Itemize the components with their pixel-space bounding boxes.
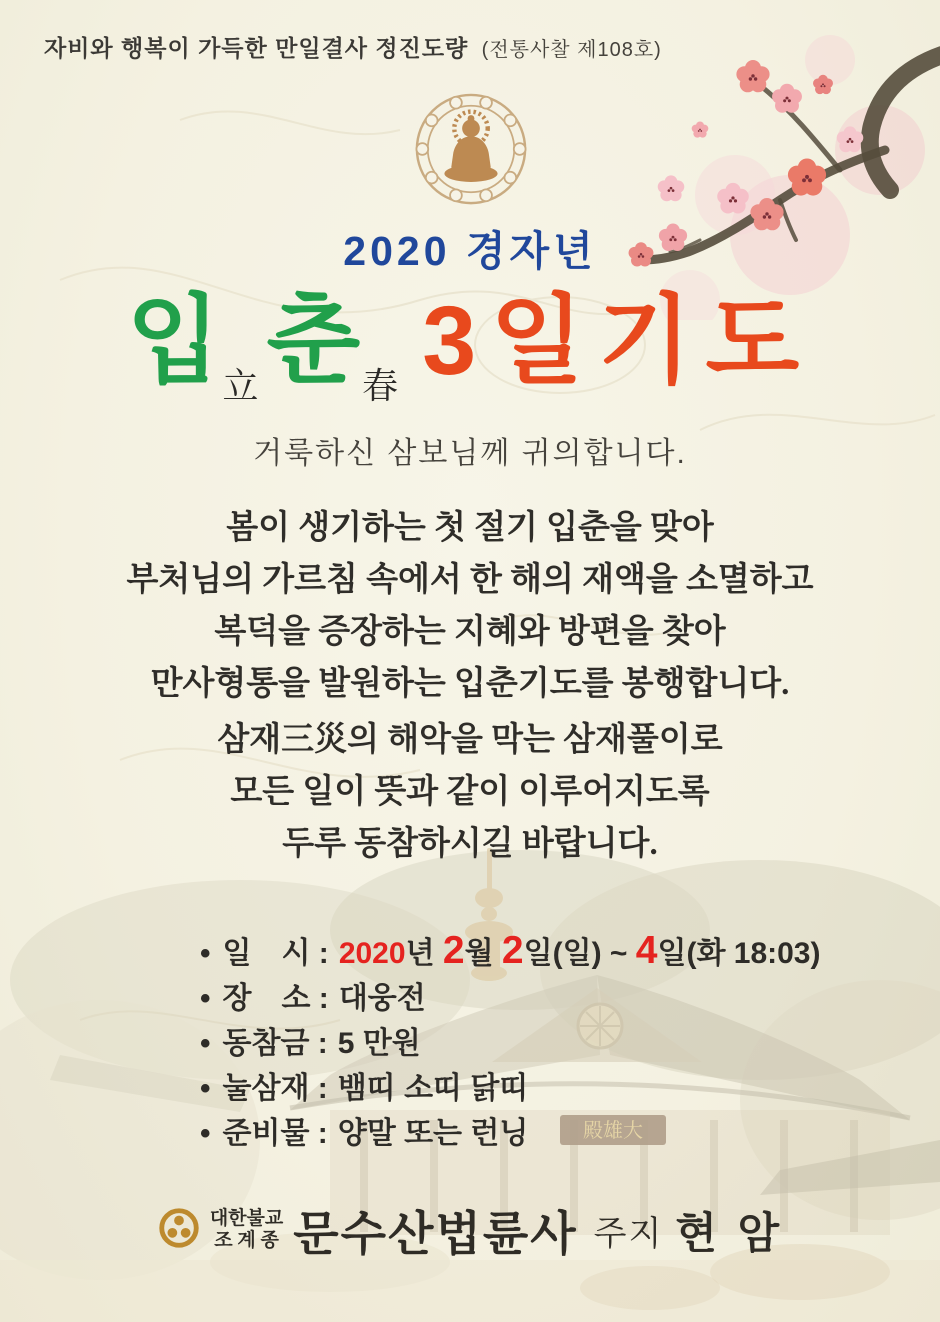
date-month-red: 2 <box>442 929 465 972</box>
date-text: 월 <box>464 937 502 970</box>
greeting-line: 거룩하신 삼보님께 귀의합니다. <box>253 437 687 470</box>
title-hanja-chun: 春 <box>362 366 399 406</box>
abbot-name: 현 암 <box>675 1210 785 1258</box>
abbot-role: 주지 <box>593 1214 664 1253</box>
date-endday-red: 4 <box>635 929 658 972</box>
bullet-icon: • <box>200 1027 211 1060</box>
page-title <box>0 262 940 406</box>
paragraph-line: 복덕을 증장하는 지혜와 방편을 찾아 <box>214 614 726 650</box>
detail-value-datetime <box>338 929 821 972</box>
detail-row-samjae <box>200 1066 820 1111</box>
date-text: 년 <box>405 937 443 970</box>
date-text: 일(일) ~ <box>523 937 636 970</box>
date-year-red: 2020 <box>338 937 406 970</box>
detail-label: 동참금 : <box>222 1027 328 1060</box>
order-line-1: 대한불교 <box>209 1208 284 1229</box>
detail-label: 준비물 : <box>222 1117 328 1150</box>
detail-label: 장 소 : <box>222 982 329 1015</box>
detail-label: 눌삼재 : <box>222 1072 328 1105</box>
detail-row-fee <box>200 1021 820 1066</box>
detail-row-location <box>200 976 820 1021</box>
jogye-order-logo-icon <box>156 1205 202 1256</box>
bullet-icon: • <box>200 937 211 970</box>
paragraph-line: 봄이 생기하는 첫 절기 입춘을 맞아 <box>226 510 714 546</box>
detail-value: 대웅전 <box>338 982 426 1015</box>
bullet-icon: • <box>200 982 211 1015</box>
paragraph-line: 모든 일이 뜻과 같이 이루어지도록 <box>230 774 710 810</box>
paragraph-line: 두루 동참하시길 바랍니다. <box>282 826 658 862</box>
tagline-text: 자비와 행복이 가득한 만일결사 정진도량 <box>44 35 469 61</box>
date-startday-red: 2 <box>501 929 524 972</box>
buddha-dharma-wheel-icon <box>412 88 530 210</box>
temple-name: 문수산법륜사 <box>293 1206 578 1260</box>
bullet-icon: • <box>200 1117 211 1150</box>
bullet-icon: • <box>200 1072 211 1105</box>
body-paragraph-1 <box>0 502 940 710</box>
footer-signature <box>0 1198 940 1262</box>
hall-plaque-text: 殿雄大 <box>583 1120 643 1142</box>
detail-row-items <box>200 1111 820 1156</box>
detail-value: 양말 또는 런닝 <box>337 1117 529 1150</box>
title-hanja-rip: 立 <box>222 366 259 406</box>
title-3day-prayer: 3일기도 <box>422 286 814 395</box>
paragraph-line: 삼재三災의 해악을 막는 삼재풀이로 <box>217 722 723 758</box>
detail-value: 뱀띠 소띠 닭띠 <box>337 1072 529 1105</box>
paragraph-line: 만사형통을 발원하는 입춘기도를 봉행합니다. <box>150 666 790 702</box>
paragraph-line: 부처님의 가르침 속에서 한 해의 재액을 소멸하고 <box>126 562 814 598</box>
title-ip: 입 <box>126 286 221 395</box>
detail-row-datetime <box>200 928 820 976</box>
header-tagline <box>44 30 662 63</box>
detail-label: 일 시 : <box>222 937 329 970</box>
event-details-list <box>200 928 820 1156</box>
date-text: 일(화 18:03) <box>657 937 821 970</box>
year-line: 2020 경자년 <box>343 228 597 274</box>
title-chun: 춘 <box>266 286 361 395</box>
temple-registration-badge: (전통사찰 제108호) <box>481 39 662 61</box>
buddhist-order-name <box>210 1208 283 1252</box>
body-paragraph-2 <box>0 714 940 870</box>
order-line-2: 조 계 종 <box>214 1230 279 1251</box>
detail-value: 5 만원 <box>337 1027 421 1060</box>
